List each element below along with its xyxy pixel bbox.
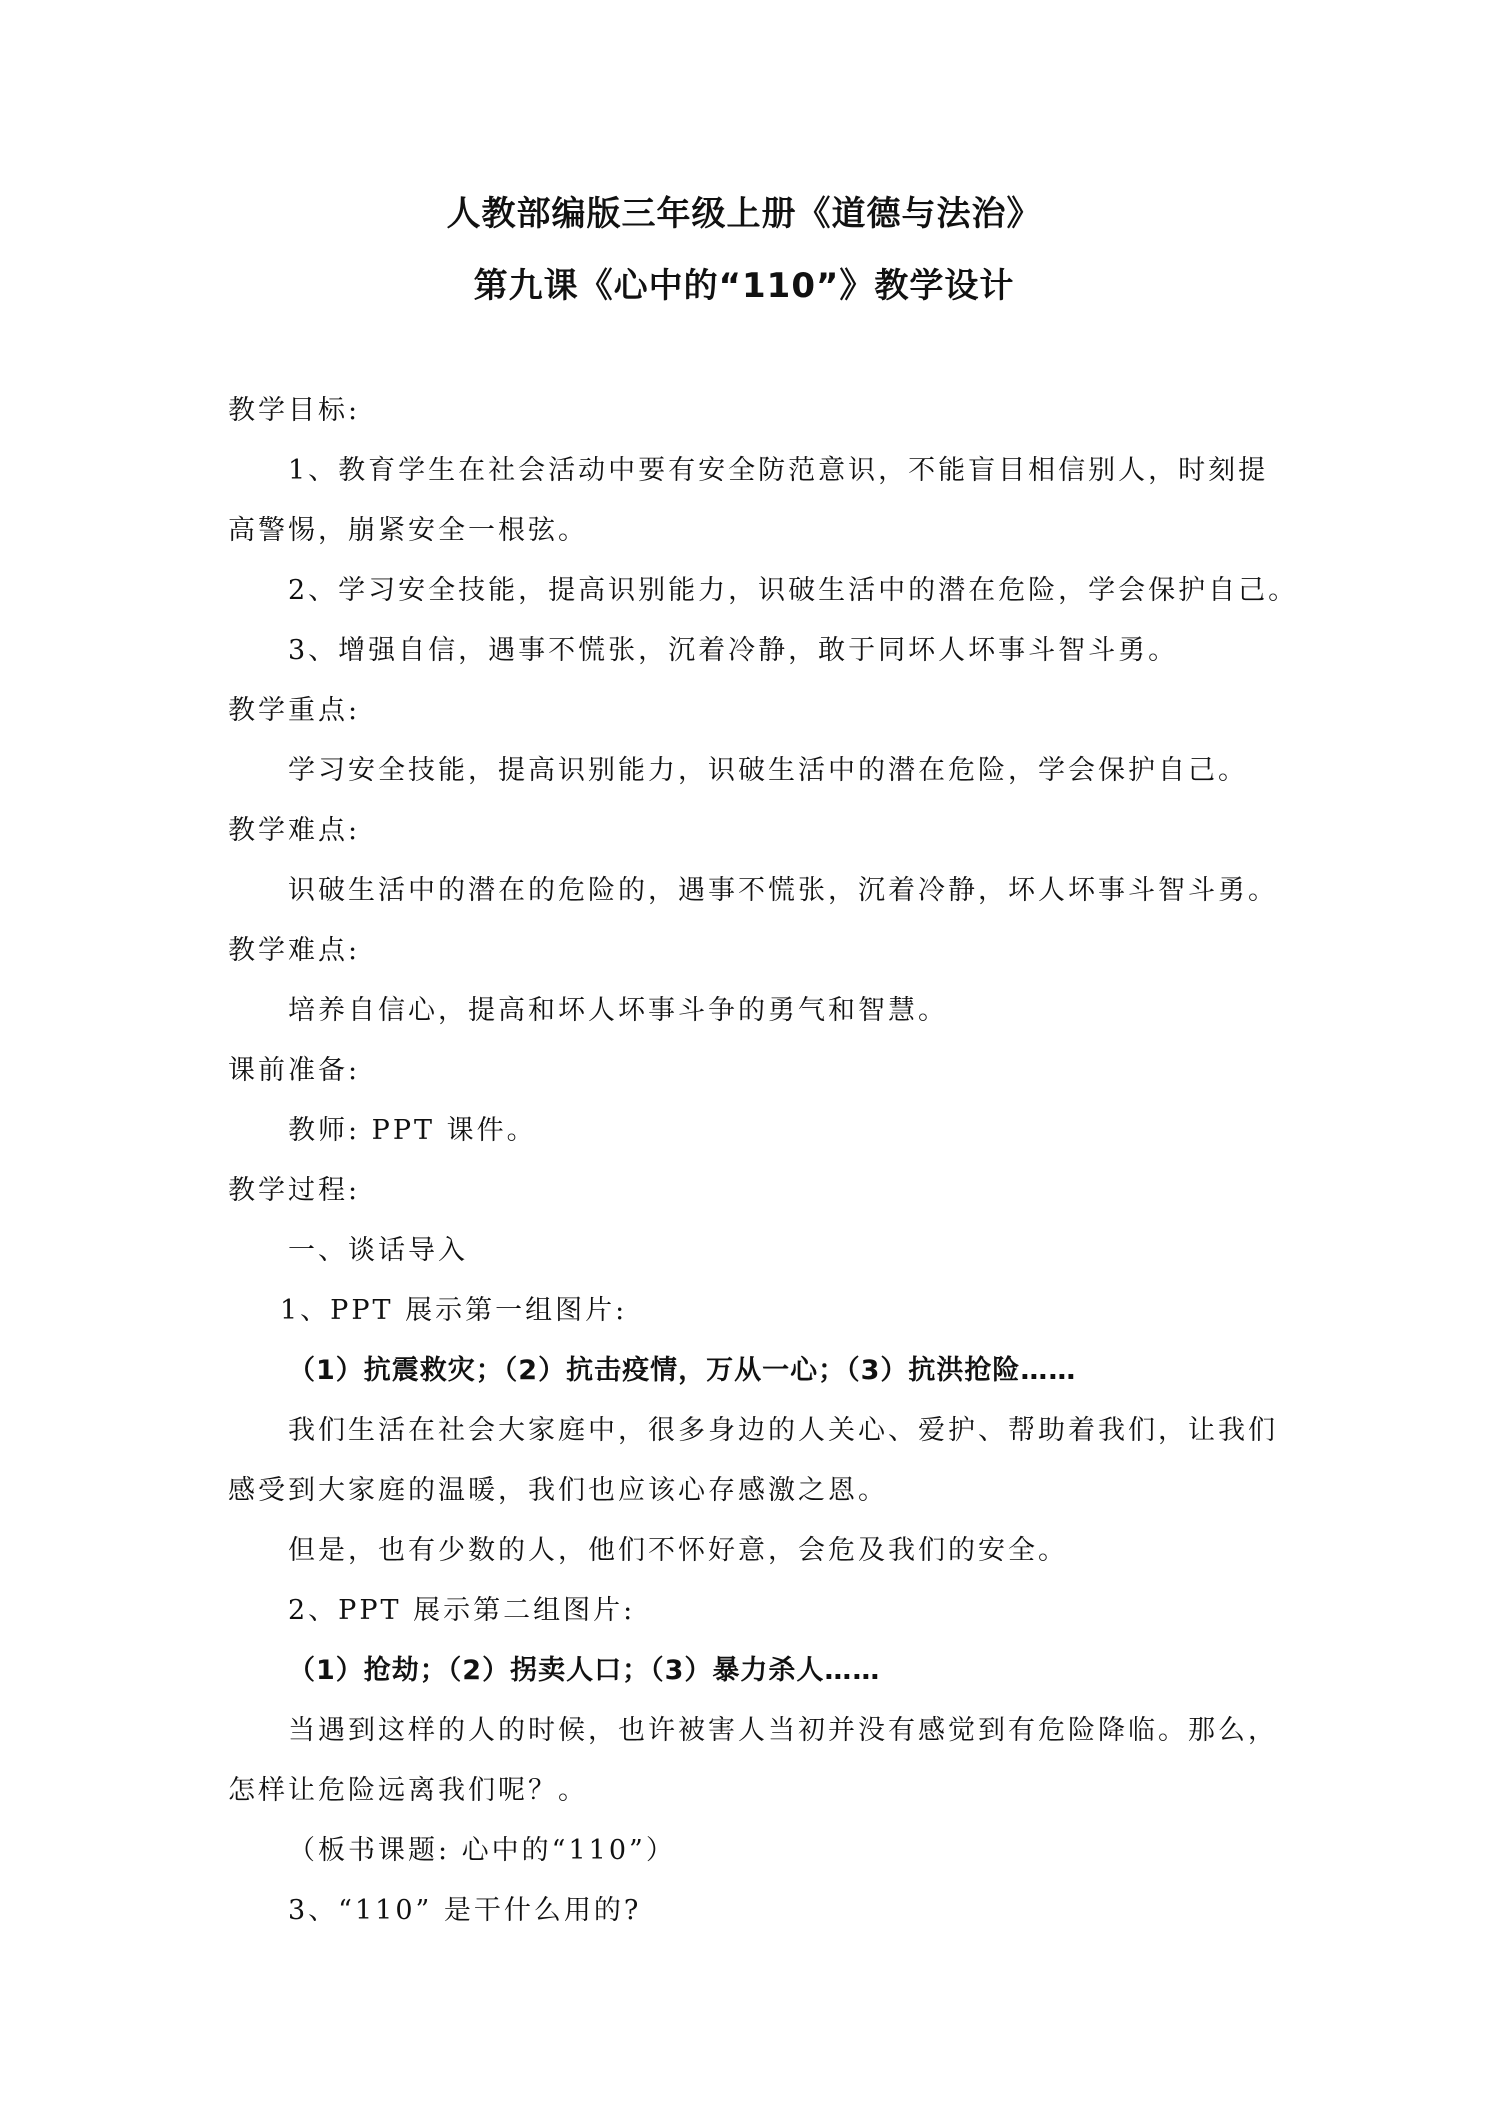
step-3: 3、“110” 是干什么用的?	[288, 1895, 642, 1926]
part-1-heading: 一、谈话导入	[288, 1235, 468, 1266]
difficulty-heading-2: 教学难点:	[228, 935, 361, 966]
document-title: 人教部编版三年级上册《道德与法治》	[446, 194, 1042, 234]
document-subtitle: 第九课《心中的“110”》教学设计	[473, 266, 1015, 306]
paragraph-1-line-1: 我们生活在社会大家庭中，很多身边的人关心、爱护、帮助着我们，让我们	[288, 1415, 1278, 1446]
objective-1-line-2: 高警惕，崩紧安全一根弦。	[228, 515, 588, 546]
step-2-items: （1）抢劫；（2）拐卖人口；（3）暴力杀人……	[288, 1655, 881, 1686]
key-points-heading: 教学重点:	[228, 695, 361, 726]
preparation-text: 教师: PPT 课件。	[288, 1115, 537, 1146]
preparation-heading: 课前准备:	[228, 1055, 361, 1086]
objective-3: 3、增强自信，遇事不慌张，沉着冷静，敢于同坏人坏事斗智斗勇。	[288, 635, 1179, 666]
difficulty-text-1: 识破生活中的潜在的危险的，遇事不慌张，沉着冷静，坏人坏事斗智斗勇。	[288, 875, 1278, 906]
difficulty-text-2: 培养自信心，提高和坏人坏事斗争的勇气和智慧。	[288, 995, 948, 1026]
step-1: 1、PPT 展示第一组图片:	[280, 1295, 628, 1326]
key-points-text: 学习安全技能，提高识别能力，识破生活中的潜在危险，学会保护自己。	[288, 755, 1248, 786]
board-note: （板书课题: 心中的“110”）	[288, 1835, 676, 1866]
step-2: 2、PPT 展示第二组图片:	[288, 1595, 636, 1626]
step-1-items: （1）抗震救灾；（2）抗击疫情，万从一心；（3）抗洪抢险……	[288, 1355, 1077, 1386]
difficulty-heading-1: 教学难点:	[228, 815, 361, 846]
process-heading: 教学过程:	[228, 1175, 361, 1206]
objectives-heading: 教学目标:	[228, 395, 361, 426]
objective-1-line-1: 1、教育学生在社会活动中要有安全防范意识，不能盲目相信别人，时刻提	[288, 455, 1269, 486]
paragraph-3-line-1: 当遇到这样的人的时候，也许被害人当初并没有感觉到有危险降临。那么，	[288, 1715, 1278, 1746]
paragraph-1-line-2: 感受到大家庭的温暖，我们也应该心存感激之恩。	[228, 1475, 888, 1506]
objective-2: 2、学习安全技能，提高识别能力，识破生活中的潜在危险，学会保护自己。	[288, 575, 1299, 606]
paragraph-3-line-2: 怎样让危险远离我们呢？。	[228, 1775, 588, 1806]
paragraph-2: 但是，也有少数的人，他们不怀好意，会危及我们的安全。	[288, 1535, 1068, 1566]
